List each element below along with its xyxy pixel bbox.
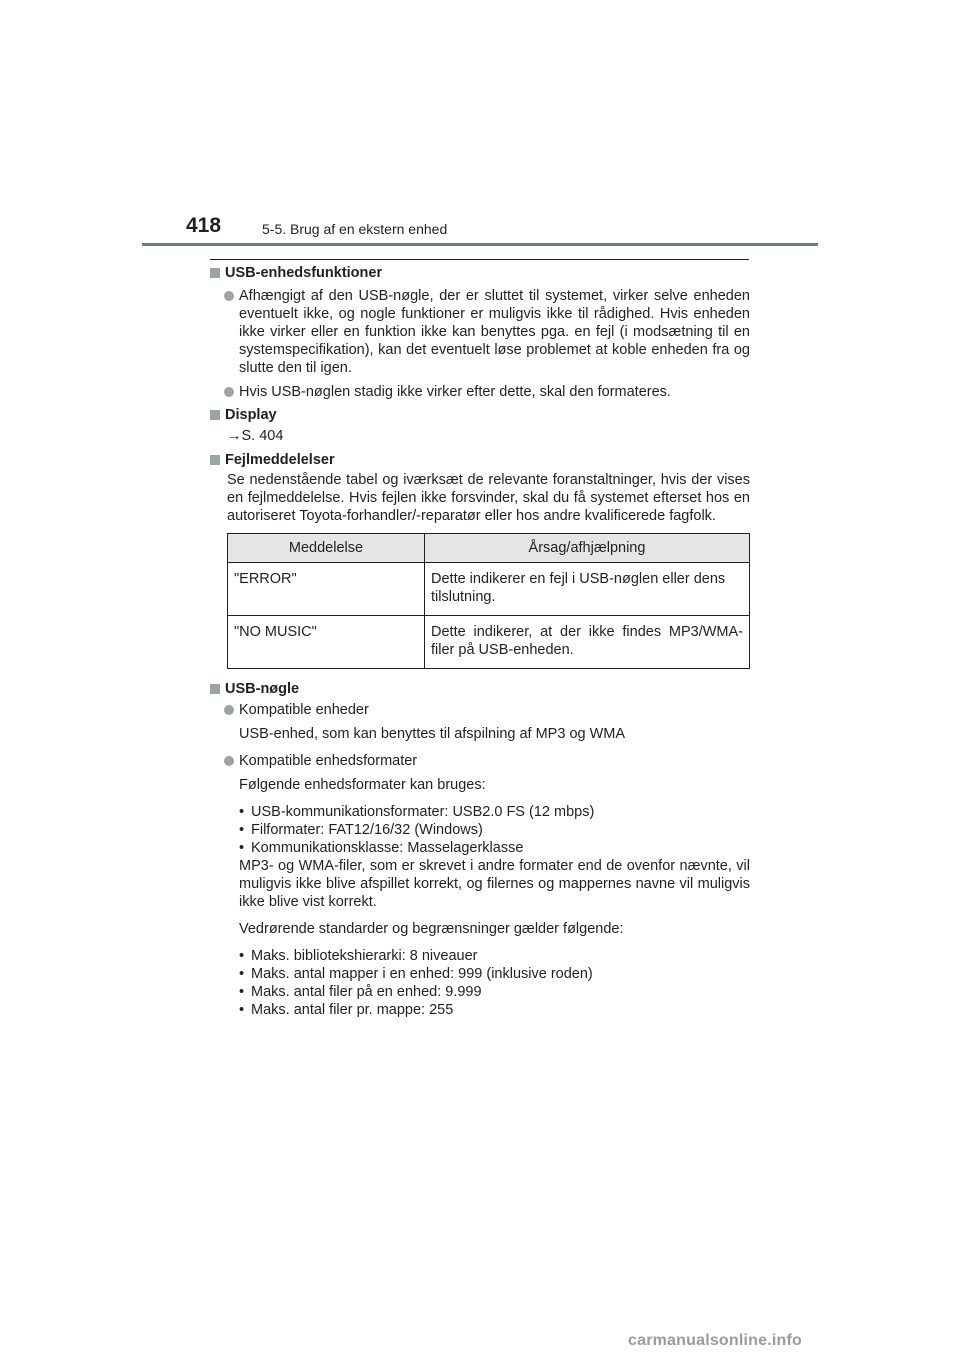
round-bullet-icon bbox=[224, 387, 234, 397]
table-cell: Dette indikerer, at der ikke findes MP3/WMA-filer på USB-enheden. bbox=[425, 616, 750, 669]
bullet-text: Kompatible enhedsformater bbox=[239, 753, 418, 769]
list-text: Maks. antal filer pr. mappe: 255 bbox=[251, 1002, 454, 1018]
table-row bbox=[228, 563, 750, 616]
list-text: Maks. antal filer på en enhed: 9.999 bbox=[251, 984, 482, 1000]
section-heading-display bbox=[210, 406, 750, 424]
list-item bbox=[210, 803, 750, 821]
bullet-marker: • bbox=[239, 966, 245, 982]
page-content bbox=[210, 264, 750, 1019]
list-item bbox=[210, 701, 750, 719]
square-bullet-icon bbox=[210, 684, 220, 694]
round-bullet-icon bbox=[224, 756, 234, 766]
list-item bbox=[210, 821, 750, 839]
bullet-marker: • bbox=[239, 1002, 245, 1018]
round-bullet-icon bbox=[224, 705, 234, 715]
bullet-marker: • bbox=[239, 822, 245, 838]
list-item bbox=[210, 383, 750, 401]
errors-intro: Se nedenstående tabel og iværksæt de relevante foranstaltninger, hvis der vises en fejlmeddelelse. Hvis fejlen ikke forsvinder, skal du få systemet efterset hos en autoriseret Toyota-forhandler/-reparatør eller hos andre kvalificerede fagfolk. bbox=[227, 472, 750, 524]
square-bullet-icon bbox=[210, 268, 220, 278]
page-reference: →S. 404 bbox=[227, 428, 284, 444]
bullet-text: Kompatible enheder bbox=[239, 702, 369, 718]
compatible-devices-text: USB-enhed, som kan benyttes til afspilning af MP3 og WMA bbox=[239, 726, 626, 742]
heading-text: Display bbox=[225, 407, 277, 423]
watermark-text: carmanualsonline.info bbox=[628, 1332, 803, 1349]
table-cell: "ERROR" bbox=[228, 563, 425, 616]
table-cell: Dette indikerer en fejl i USB-nøglen eller dens tilslutning. bbox=[425, 563, 750, 616]
square-bullet-icon bbox=[210, 455, 220, 465]
heading-text: USB-enhedsfunktioner bbox=[225, 265, 383, 281]
limits-intro: Vedrørende standarder og begrænsninger gælder følgende: bbox=[239, 921, 624, 937]
error-table bbox=[227, 533, 750, 669]
bullet-marker: • bbox=[239, 804, 245, 820]
column-header: Årsag/afhjælpning bbox=[425, 534, 750, 563]
list-text: Filformater: FAT12/16/32 (Windows) bbox=[251, 822, 483, 838]
list-text: Maks. bibliotekshierarki: 8 niveauer bbox=[251, 948, 478, 964]
square-bullet-icon bbox=[210, 410, 220, 420]
heading-text: USB-nøgle bbox=[225, 681, 300, 697]
bullet-marker: • bbox=[239, 984, 245, 1000]
round-bullet-icon bbox=[224, 291, 234, 301]
list-text: Kommunikationsklasse: Masselagerklasse bbox=[251, 840, 524, 856]
list-item bbox=[210, 947, 750, 965]
list-item bbox=[210, 965, 750, 983]
list-item bbox=[210, 1001, 750, 1019]
header-divider bbox=[142, 243, 818, 246]
formats-intro: Følgende enhedsformater kan bruges: bbox=[239, 777, 486, 793]
bullet-text: Hvis USB-nøglen stadig ikke virker efter dette, skal den formateres. bbox=[239, 384, 671, 400]
bullet-text: Afhængigt af den USB-nøgle, der er sluttet til systemet, virker selve enheden eventuelt ikke, og nogle funktioner er muligvis ikke til rådighed. Hvis enheden ikke virker eller en funktion ikke kan benyttes pga. en fejl (i modsætning til en systemspecifikation), kan det eventuelt løse problemet at koble enheden fra og slutte den til igen. bbox=[239, 288, 750, 376]
list-item bbox=[210, 752, 750, 770]
page-number: 418 bbox=[186, 214, 222, 237]
page-header bbox=[0, 0, 960, 250]
table-cell: "NO MUSIC" bbox=[228, 616, 425, 669]
chapter-title: 5-5. Brug af en ekstern enhed bbox=[262, 221, 448, 237]
section-divider bbox=[210, 259, 749, 260]
list-item bbox=[210, 287, 750, 377]
section-heading-usb-functions bbox=[210, 264, 750, 282]
list-text: Maks. antal mapper i en enhed: 999 (inklusive roden) bbox=[251, 966, 593, 982]
column-header: Meddelelse bbox=[228, 534, 425, 563]
table-header-row bbox=[228, 534, 750, 563]
list-item bbox=[210, 839, 750, 857]
bullet-marker: • bbox=[239, 840, 245, 856]
list-item bbox=[210, 983, 750, 1001]
formats-note: MP3- og WMA-filer, som er skrevet i andre formater end de ovenfor nævnte, vil muligvis ikke blive afspillet korrekt, og filernes og mappernes navne vil muligvis ikke blive vist korrekt. bbox=[239, 858, 750, 910]
section-heading-usb-key bbox=[210, 680, 750, 698]
section-heading-errors bbox=[210, 451, 750, 469]
list-text: USB-kommunikationsformater: USB2.0 FS (12 mbps) bbox=[251, 804, 595, 820]
table-row bbox=[228, 616, 750, 669]
bullet-marker: • bbox=[239, 948, 245, 964]
heading-text: Fejlmeddelelser bbox=[225, 452, 335, 468]
